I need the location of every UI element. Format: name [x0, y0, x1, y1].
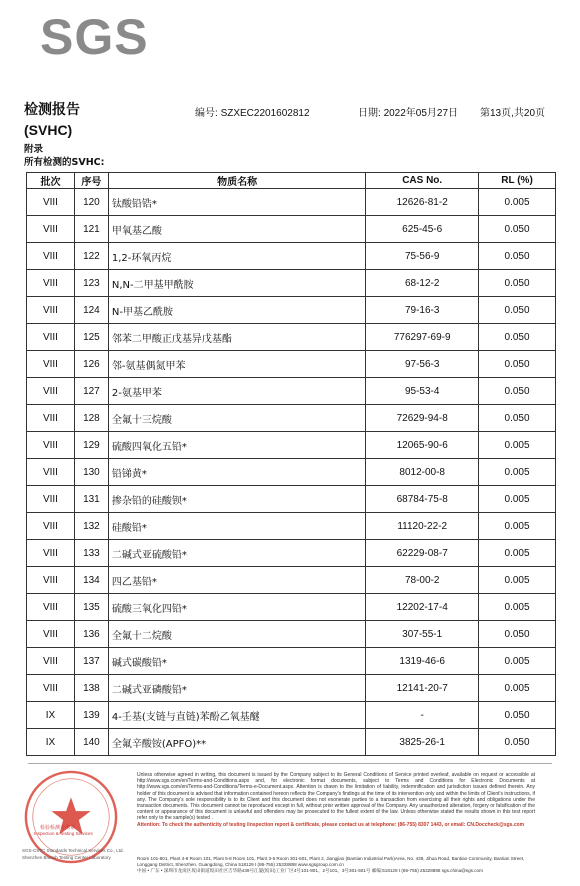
cell-batch: VIII — [27, 486, 75, 513]
table-row — [27, 243, 556, 270]
cell-cas-no: 68784-75-8 — [366, 486, 479, 513]
cell-substance-name: N,N-二甲基甲酰胺 — [108, 270, 365, 297]
cell-number: 129 — [74, 432, 108, 459]
cell-substance-name: 2-氨基甲苯 — [108, 378, 365, 405]
terms-fineprint — [137, 772, 535, 828]
cell-number: 138 — [74, 675, 108, 702]
cell-cas-no: 1319-46-6 — [366, 648, 479, 675]
table-row — [27, 594, 556, 621]
cell-batch: VIII — [27, 297, 75, 324]
table-row — [27, 702, 556, 729]
cell-substance-name: 4-壬基(支链与直链)苯酚乙氧基醚 — [108, 702, 365, 729]
col-substance-name: 物质名称 — [108, 173, 365, 189]
cell-number: 127 — [74, 378, 108, 405]
cell-batch: VIII — [27, 540, 75, 567]
report-title-block — [24, 100, 80, 140]
table-row — [27, 459, 556, 486]
cell-number: 126 — [74, 351, 108, 378]
address-chinese: 中国 • 广东 • 深圳市龙岗区坂田街道坂田社区吉华路439号江厦(坂田)工业厂区4号101-801、2号101、3号301-501号 邮编:518129 t (86-755) 25328888 sgs.china@sgs.com — [137, 868, 483, 873]
cell-cas-no: 8012-00-8 — [366, 459, 479, 486]
table-row — [27, 378, 556, 405]
report-number — [195, 104, 310, 119]
cell-number: 132 — [74, 513, 108, 540]
cell-rl: 0.005 — [479, 594, 556, 621]
cell-cas-no: 12626-81-2 — [366, 189, 479, 216]
seal-text: 检验检测专用章 — [40, 825, 76, 831]
cell-cas-no: 625-45-6 — [366, 216, 479, 243]
footer-divider — [28, 763, 552, 764]
table-row — [27, 567, 556, 594]
cell-rl: 0.005 — [479, 486, 556, 513]
cell-substance-name: 全氟十二烷酸 — [108, 621, 365, 648]
table-row — [27, 540, 556, 567]
table-row — [27, 621, 556, 648]
cell-cas-no: - — [366, 702, 479, 729]
cell-batch: VIII — [27, 459, 75, 486]
cell-number: 134 — [74, 567, 108, 594]
cell-batch: VIII — [27, 594, 75, 621]
report-subtitle: (SVHC) — [24, 122, 73, 138]
cell-rl: 0.050 — [479, 297, 556, 324]
cell-number: 124 — [74, 297, 108, 324]
cell-rl: 0.050 — [479, 243, 556, 270]
cell-number: 121 — [74, 216, 108, 243]
cell-cas-no: 62229-08-7 — [366, 540, 479, 567]
table-row — [27, 486, 556, 513]
report-number-value: SZXEC2201602812 — [220, 108, 310, 119]
appendix-label: 附录 — [24, 144, 44, 155]
report-title: 检测报告 — [24, 102, 80, 118]
cell-rl: 0.050 — [479, 324, 556, 351]
cell-number: 122 — [74, 243, 108, 270]
cell-substance-name: 碱式碳酸铅* — [108, 648, 365, 675]
cell-rl: 0.005 — [479, 567, 556, 594]
cell-rl: 0.050 — [479, 351, 556, 378]
cell-substance-name: 二碱式亚硫酸铅* — [108, 540, 365, 567]
cell-number: 140 — [74, 729, 108, 756]
cell-cas-no: 12065-90-6 — [366, 432, 479, 459]
cell-batch: VIII — [27, 378, 75, 405]
cell-batch: VIII — [27, 675, 75, 702]
cell-rl: 0.050 — [479, 702, 556, 729]
cell-number: 139 — [74, 702, 108, 729]
terms-text: Unless otherwise agreed in writing, this document is issued by the Company subject to its General Conditions of Service printed overleaf, available on request or accessible at http://www.sgs.com/en/Terms-and-Conditions.aspx and, for electronic format documents, subject to Terms and Conditions for Electronic Documents at http://www.sgs.com/en/Terms-and-Conditions/Terms-e-Document.aspx. Attention is drawn to the limitation of liability, indemnification and jurisdiction issues defined therein. Any holder of this document is advised that information contained hereon reflects the Company's findings at the time of its intervention only and within the limits of Client's instructions, if any. The Company's sole responsibility is to its Client and this document does not exonerate parties to a transaction from exercising all their rights and obligations under the transaction documents. This document cannot be reproduced except in full, without prior written approval of the Company. Any unauthorized alteration, forgery or falsification of the content or appearance of this document is unlawful and offenders may be prosecuted to the fullest extent of the law. Unless otherwise stated the results shown in this test report refer only to the sample(s) tested . — [137, 772, 535, 822]
cell-number: 136 — [74, 621, 108, 648]
cell-substance-name: 全氟辛酸铵(APFO)** — [108, 729, 365, 756]
cell-batch: IX — [27, 729, 75, 756]
table-row — [27, 729, 556, 756]
cell-substance-name: 全氟十三烷酸 — [108, 405, 365, 432]
cell-number: 123 — [74, 270, 108, 297]
table-row — [27, 405, 556, 432]
report-date-value: 2022年05月27日 — [383, 108, 459, 119]
cell-batch: VIII — [27, 648, 75, 675]
cell-batch: VIII — [27, 243, 75, 270]
cell-substance-name: 硫酸三氧化四铅* — [108, 594, 365, 621]
col-rl: RL (%) — [479, 173, 556, 189]
address-english: Room 101-801, Plant 4-8 Room 101, Plant 5-8 Room 101, Plant 3-6 Room 301-501, Plant 2, Jiangjiao (Bantian Industrial Park)Area, No. 439, Jihua Road, Bantian Community, Bantian Street, Longgang District, Shenzhen, Guangdong, China 518129 t (86-755) 25328888 www.sgsgroup.com.cn — [137, 856, 525, 867]
svhc-table — [26, 172, 556, 756]
cell-number: 130 — [74, 459, 108, 486]
cell-number: 125 — [74, 324, 108, 351]
lab-subname: Shenzhen Branch Testing Center Laboratory — [22, 855, 111, 860]
cell-substance-name: 掺杂铅的硅酸钡* — [108, 486, 365, 513]
cell-cas-no: 75-56-9 — [366, 243, 479, 270]
table-row — [27, 513, 556, 540]
lab-name: SGS-CSTC Standards Technical Services Co., Ltd. — [22, 848, 124, 853]
table-body — [27, 189, 556, 756]
report-number-label: 编号: — [195, 108, 218, 119]
cell-substance-name: N-甲基乙酰胺 — [108, 297, 365, 324]
cell-batch: VIII — [27, 513, 75, 540]
cell-batch: VIII — [27, 324, 75, 351]
table-row — [27, 648, 556, 675]
cell-rl: 0.050 — [479, 216, 556, 243]
cell-batch: VIII — [27, 189, 75, 216]
cell-substance-name: 甲氧基乙酸 — [108, 216, 365, 243]
table-header-row — [27, 173, 556, 189]
cell-batch: VIII — [27, 351, 75, 378]
cell-rl: 0.050 — [479, 378, 556, 405]
appendix-heading: 所有检测的SVHC: — [24, 157, 105, 168]
table-row — [27, 297, 556, 324]
cell-cas-no: 307-55-1 — [366, 621, 479, 648]
cell-cas-no: 776297-69-9 — [366, 324, 479, 351]
cell-substance-name: 硫酸四氧化五铅* — [108, 432, 365, 459]
table-row — [27, 216, 556, 243]
cell-cas-no: 11120-22-2 — [366, 513, 479, 540]
cell-substance-name: 二碱式亚磷酸铅* — [108, 675, 365, 702]
col-batch: 批次 — [27, 173, 75, 189]
cell-batch: VIII — [27, 216, 75, 243]
cell-batch: VIII — [27, 621, 75, 648]
cell-rl: 0.050 — [479, 270, 556, 297]
cell-number: 135 — [74, 594, 108, 621]
cell-substance-name: 钛酸铅锆* — [108, 189, 365, 216]
cell-substance-name: 铅锑黄* — [108, 459, 365, 486]
cell-batch: VIII — [27, 270, 75, 297]
cell-rl: 0.050 — [479, 621, 556, 648]
cell-rl: 0.005 — [479, 675, 556, 702]
page-indicator: 第13页,共20页 — [480, 108, 546, 119]
cell-batch: IX — [27, 702, 75, 729]
report-date-label: 日期: — [358, 108, 381, 119]
table-row — [27, 324, 556, 351]
cell-cas-no: 3825-26-1 — [366, 729, 479, 756]
cell-cas-no: 68-12-2 — [366, 270, 479, 297]
cell-rl: 0.005 — [479, 432, 556, 459]
authenticity-notice: Attention: To check the authenticity of testing /inspection report & certificate, please contact us at telephone: (86-755) 8307 1443, or email: CN.Doccheck@sgs.com — [137, 821, 525, 828]
table-row — [27, 432, 556, 459]
cell-cas-no: 78-00-2 — [366, 567, 479, 594]
cell-number: 120 — [74, 189, 108, 216]
cell-rl: 0.005 — [479, 189, 556, 216]
cell-substance-name: 邻-氨基偶氮甲苯 — [108, 351, 365, 378]
cell-cas-no: 95-53-4 — [366, 378, 479, 405]
cell-rl: 0.050 — [479, 729, 556, 756]
cell-cas-no: 97-56-3 — [366, 351, 479, 378]
col-cas-no: CAS No. — [366, 173, 479, 189]
cell-rl: 0.005 — [479, 513, 556, 540]
cell-rl: 0.005 — [479, 648, 556, 675]
cell-cas-no: 72629-94-8 — [366, 405, 479, 432]
cell-rl: 0.005 — [479, 459, 556, 486]
appendix-block — [24, 143, 104, 169]
col-number: 序号 — [74, 173, 108, 189]
sgs-logo: SGS — [40, 9, 149, 65]
cell-substance-name: 四乙基铅* — [108, 567, 365, 594]
cell-rl: 0.050 — [479, 405, 556, 432]
cell-number: 131 — [74, 486, 108, 513]
cell-batch: VIII — [27, 567, 75, 594]
cell-substance-name: 邻苯二甲酸正戊基异戊基酯 — [108, 324, 365, 351]
table-row — [27, 270, 556, 297]
cell-number: 137 — [74, 648, 108, 675]
company-address — [137, 856, 535, 874]
seal-subtext: Inspection & Testing Services — [34, 831, 93, 836]
cell-batch: VIII — [27, 405, 75, 432]
cell-cas-no: 12202-17-4 — [366, 594, 479, 621]
table-row — [27, 675, 556, 702]
table-row — [27, 351, 556, 378]
cell-batch: VIII — [27, 432, 75, 459]
table-row — [27, 189, 556, 216]
cell-cas-no: 79-16-3 — [366, 297, 479, 324]
cell-cas-no: 12141-20-7 — [366, 675, 479, 702]
cell-substance-name: 1,2-环氧丙烷 — [108, 243, 365, 270]
cell-number: 128 — [74, 405, 108, 432]
report-date — [358, 104, 458, 119]
cell-substance-name: 硅酸铅* — [108, 513, 365, 540]
cell-number: 133 — [74, 540, 108, 567]
cell-rl: 0.005 — [479, 540, 556, 567]
